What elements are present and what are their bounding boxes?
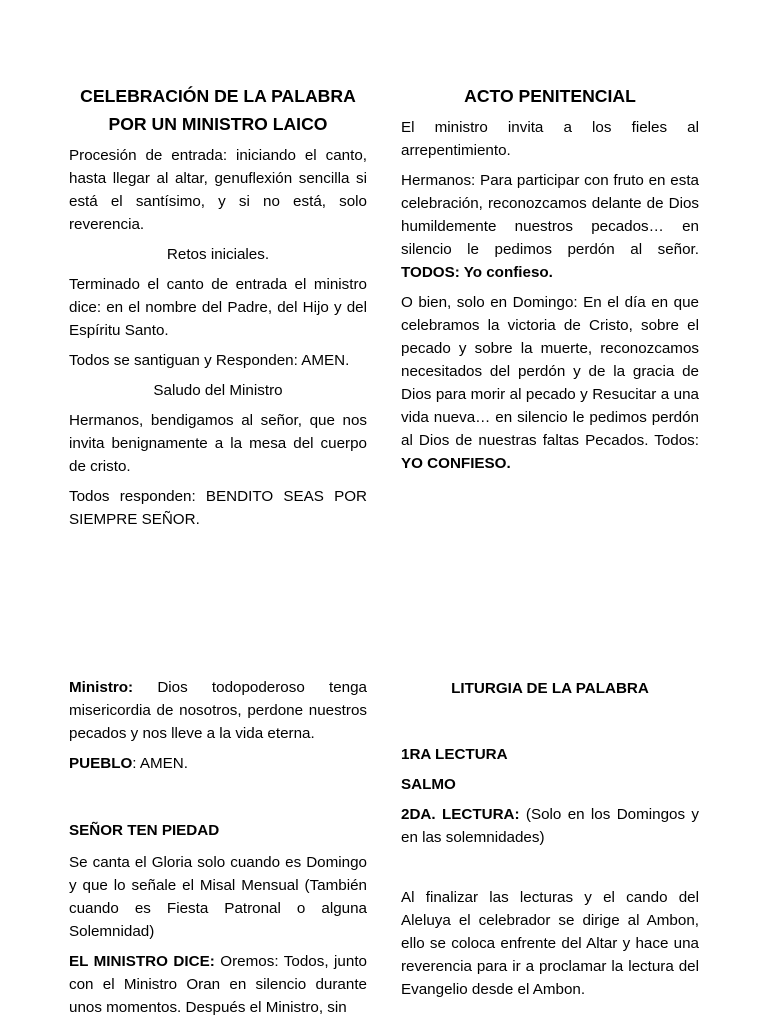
liturgia-title: LITURGIA DE LA PALABRA [451,680,649,697]
ministro-dice-label: EL MINISTRO DICE: [69,953,215,970]
gloria-paragraph: Se canta el Gloria solo cuando es Domingo y que lo señale el Misal Mensual (También cuando es Fiesta Patronal o alguna Solemnidad) [69,854,367,940]
pueblo-text: : AMEN. [132,755,188,772]
yo-confieso-bold: YO CONFIESO. [401,455,511,472]
domingo-text: O bien, solo en Domingo: En el día en que celebramos la victoria de Cristo, sobre el pecado y sobre la muerte, reconozcamos necesitados del perdón y de la gracia de Dios para morir al pecado y Resucitar a una vida nueva… en silencio le pedimos perdón al Dios de nuestras faltas Pecados. Todos: [401,294,699,449]
column-acto-penitencial [401,82,699,482]
todos-yo-confieso: TODOS: Yo confieso. [401,264,553,281]
hermanos-paragraph [401,169,699,284]
finalizar-paragraph: Al finalizar las lecturas y el cando del Aleluya el celebrador se dirige al Ambon, ello se coloca enfrente del Altar y hace una reverencia para ir a proclamar la lectura del Evangelio desde el Ambon. [401,889,699,998]
invita-paragraph: El ministro invita a los fieles al arrepentimiento. [401,119,699,159]
column-ministro [69,676,367,1026]
saludo-ministro: Saludo del Ministro [153,382,283,399]
column-celebracion [69,82,367,538]
segunda-lectura-label: 2DA. LECTURA: [401,806,520,823]
title-line-1: CELEBRACIÓN DE LA PALABRA [80,86,356,106]
acto-penitencial-title: ACTO PENITENCIAL [464,86,636,106]
bendigamos-paragraph: Hermanos, bendigamos al señor, que nos invita benignamente a la mesa del cuerpo de cristo. [69,412,367,475]
ministro-text: Dios todopoderoso tenga misericordia de nosotros, perdone nuestros pecados y nos lleve a la vida eterna. [69,679,367,742]
hermanos-text: Hermanos: Para participar con fruto en esta celebración, reconozcamos delante de Dios humildemente nuestros pecados… en silencio le pedimos perdón al señor. [401,172,699,258]
santiguan-paragraph: Todos se santiguan y Responden: AMEN. [69,352,350,369]
segunda-lectura [401,803,699,849]
title-line-2: POR UN MINISTRO LAICO [108,114,328,134]
ministro-dice-paragraph [69,950,367,1019]
domingo-paragraph [401,291,699,475]
ministro-label: Ministro: [69,679,134,696]
pueblo-label: PUEBLO [69,755,133,772]
retos-iniciales: Retos iniciales. [166,246,270,263]
procesion-paragraph: Procesión de entrada: iniciando el canto, hasta llegar al altar, genuflexión sencilla si está el santísimo, y si no está, solo reverencia. [69,147,367,233]
terminado-paragraph: Terminado el canto de entrada el ministro dice: en el nombre del Padre, del Hijo y del Espíritu Santo. [69,276,367,339]
segunda-lectura-text: (Solo en los Domingos y en las solemnidades) [401,806,700,846]
bendito-paragraph: Todos responden: BENDITO SEAS POR SIEMPRE SEÑOR. [69,488,367,528]
senor-ten-piedad-heading: SEÑOR TEN PIEDAD [69,822,220,839]
primera-lectura: 1RA LECTURA [401,746,508,763]
column-liturgia [401,676,699,1008]
pueblo-paragraph [69,752,367,775]
celebracion-title [69,82,367,138]
ministro-dice-text: Oremos: Todos, junto con el Ministro Oran en silencio durante unos momentos. Después el Ministro, sin [69,953,367,1016]
ministro-paragraph [69,676,367,745]
salmo: SALMO [401,776,456,793]
